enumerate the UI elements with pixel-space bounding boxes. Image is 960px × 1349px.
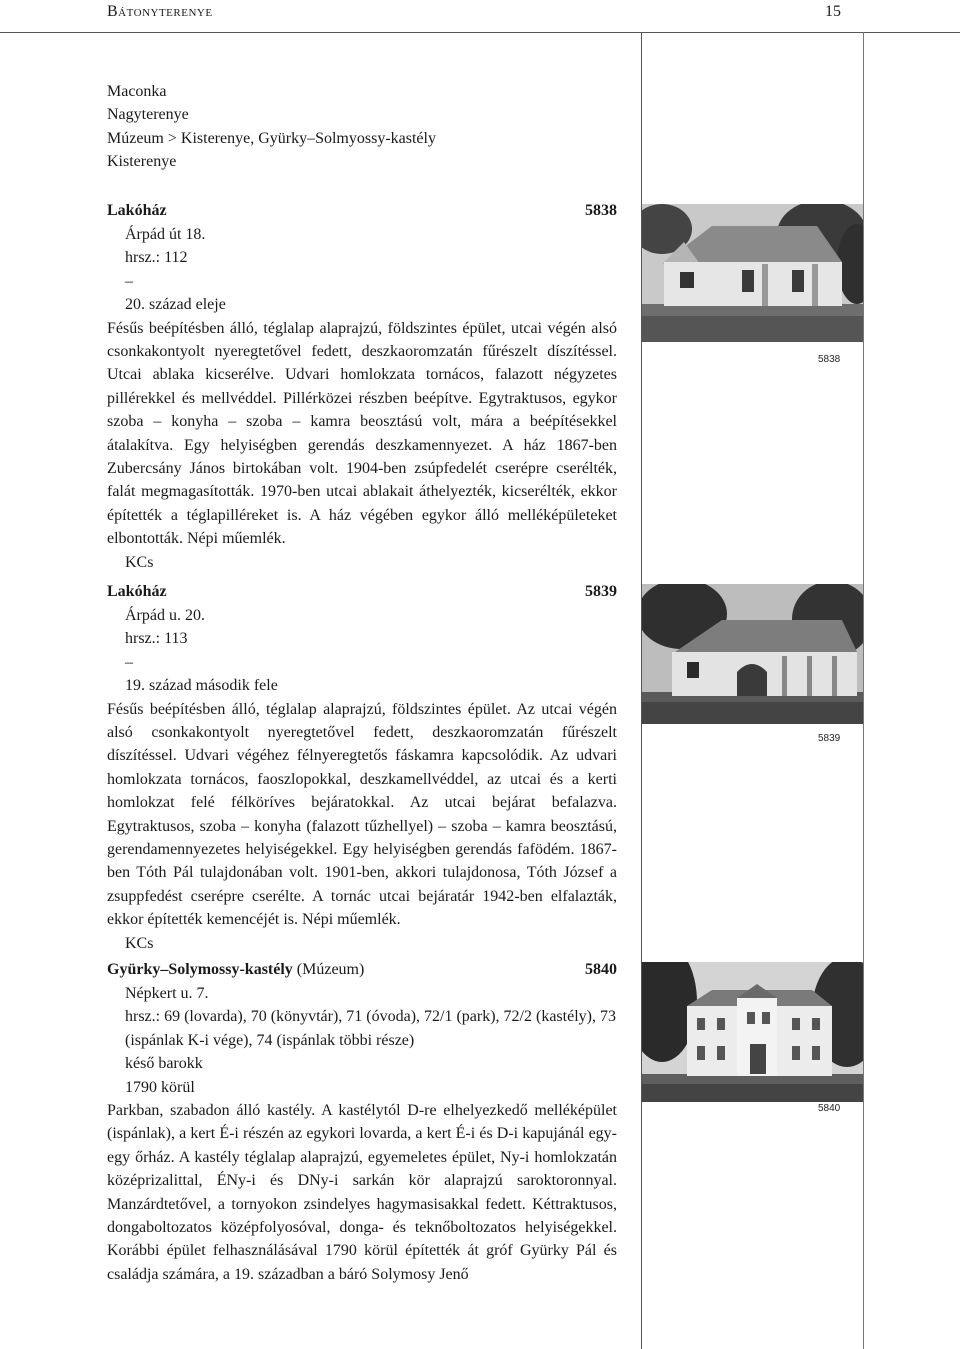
- entry-description: Parkban, szabadon álló kastély. A kastélytól D-re elhelyezkedő melléképület (ispánlak), a kert É-i részén az egykori lovarda, a kert É-i és D-i kapujánál egy-egy őrház. A kastély téglalap alaprajzú, egyemeletes épület, Ny-i homlokzatán középrizalittal, ÉNy-i és DNy-i sarkán kör alaprajzú saroktoronnyal. Manzárdtetővel, a tornyokon zsindelyes hagymasisakkal fedett. Kéttraktusos, dongaboltozatos középfolyosóval, donga- és teknőboltozatos helyiségekkel. Korábbi épület felhasználásával 1790 körül építették át gróf Gyürky Pál és családja számára, a 19. században a báró Solymosy Jenő: [107, 1102, 617, 1283]
- entry-number: 5839: [585, 583, 617, 600]
- entry-style: –: [125, 653, 133, 671]
- entry-date: 1790 körül: [125, 1078, 195, 1096]
- entry-hrsz: hrsz.: 113: [125, 630, 188, 648]
- running-header-section: Bátonyterenye: [107, 3, 213, 20]
- entry-date: 19. század második fele: [125, 677, 278, 695]
- entry-style: késő barokk: [125, 1055, 203, 1073]
- location-item: Maconka: [107, 83, 167, 100]
- entry-hrsz: hrsz.: 112: [125, 249, 188, 267]
- entry-title-extra: (Múzeum): [292, 961, 365, 978]
- photo-castle-5840: [642, 962, 863, 1102]
- entry-description: Fésűs beépítésben álló, téglalap alaprajzú, földszintes épület. Az utcai végén alsó csonkakontyolt nyeregtetővel fedett, deszkaoromzatán fűrészelt díszítéssel. Udvari végéhez félnyeregtetős fáskamra kapcsolódik. Az udvari homlokzata tornácos, faoszlopokkal, deszkamellvéddel, az utcai és a kerti homlokzat felé félköríves bejáratokkal. Az utcai bejárat befalazva. Egytraktusos, szoba – konyha (falazott tűzhellyel) – szoba – kamra beosztású, gerendamennyezetes helyiségekkel. Egy helyiségben gerendás fafödém. 1867-ben Tóth Pál tulajdonában volt. 1901-ben, akkori tulajdonosa, Tóth József a zsuppfedést cserépre cserélte. A tornác utcai bejáratár 1942-ben elfalazták, ekkor építették kemencéjét is. Népi műemlék.: [107, 700, 617, 929]
- entry-address: Árpád út 18.: [125, 226, 206, 243]
- entry-title: Lakóház: [107, 583, 167, 600]
- entry-author: KCs: [125, 553, 154, 571]
- entry-number: 5840: [585, 961, 617, 978]
- entry-5840: [107, 958, 617, 1286]
- page-number: 15: [825, 3, 841, 20]
- entry-title: Gyürky–Solymossy-kastély: [107, 961, 293, 978]
- entry-number: 5838: [585, 202, 617, 219]
- entry-title-row: [107, 958, 617, 982]
- entry-date: 20. század eleje: [125, 296, 226, 314]
- location-breadcrumb: Múzeum > Kisterenye, Gyürky–Solmyossy-kastély: [107, 129, 436, 147]
- photo-caption: 5840: [818, 1103, 841, 1114]
- column-divider-right: [863, 32, 864, 1349]
- entry-5839: [107, 580, 617, 955]
- photo-house-5838: [642, 204, 863, 342]
- header-rule: [0, 32, 960, 33]
- photo-caption: 5839: [818, 733, 841, 744]
- entry-hrsz: hrsz.: 69 (lovarda), 70 (könyvtár), 71 (óvoda), 72/1 (park), 72/2 (kastély), 73 (ispánlak K-i vége), 74 (ispánlak többi része): [125, 1008, 616, 1049]
- location-list: [107, 80, 617, 174]
- location-item: Kisterenye: [107, 153, 177, 171]
- entry-author: KCs: [125, 934, 154, 952]
- entry-title-row: [107, 580, 617, 604]
- photo-caption: 5838: [818, 354, 841, 365]
- location-item: Nagyterenye: [107, 106, 189, 124]
- entry-address: Árpád u. 20.: [125, 607, 205, 624]
- entry-style: –: [125, 272, 133, 290]
- entry-title-row: [107, 199, 617, 223]
- entry-5838: [107, 199, 617, 574]
- entry-address: Népkert u. 7.: [125, 985, 209, 1002]
- photo-house-5839: [642, 584, 863, 724]
- entry-title: Lakóház: [107, 202, 167, 219]
- entry-description: Fésűs beépítésben álló, téglalap alaprajzú, földszintes épület, utcai végén alsó csonkakontyolt nyeregtetővel fedett, deszkaoromzatán fűrészelt díszítéssel. Utcai ablaka kicserélve. Udvari homlokzata tornácos, falazott négyzetes pillérekkel és mellvéddel. Pillérközei részben beépítve. Egytraktusos, egykor szoba – konyha – szoba – kamra beosztású volt, mára a beépítésekkel átalakítva. Egy helyiségben gerendás deszkamennyezet. A ház 1867-ben Zubercsány János birtokában volt. 1904-ben zsúpfedelét cserépre cserélték, falát megmagasították. 1970-ben utcai ablakait áthelyezték, kicserélték, ekkor építették a téglapilléreket is. A ház végében egykor álló melléképületeket elbontották. Népi műemlék.: [107, 319, 617, 548]
